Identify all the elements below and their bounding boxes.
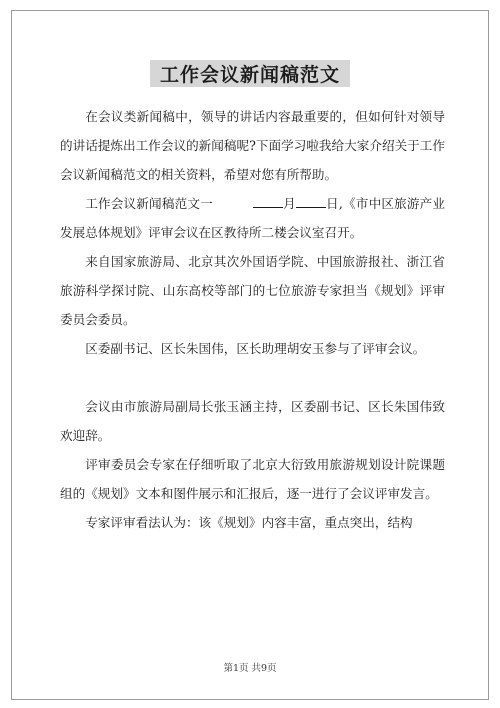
document-body [60,102,445,537]
paragraph-intro: 在会议类新闻稿中，领导的讲话内容最重要的，但如何针对领导的讲话提炼出工作会议的新闻稿呢?下面学习啦我给大家介绍关于工作会议新闻稿范文的相关资料，希望对您有所帮助。 [60,109,445,182]
paragraph-host: 会议由市旅游局副局长张玉涵主持，区委副书记、区长朱国伟致欢迎辞。 [60,399,445,443]
title-text: 工作会议新闻稿范文 [150,60,350,87]
paragraph-attendees: 区委副书记、区长朱国伟，区长助理胡安玉参与了评审会议。 [85,341,426,356]
paragraph-date-rest: 《市中区旅游产业发展总体规划》评审会议在区教待所二楼会议室召开。 [60,196,446,240]
paragraph-date-lead: 工作会议新闻稿范文一 [85,196,213,211]
paragraph-date [60,189,445,247]
paragraph-review: 评审委员会专家在仔细听取了北京大衍致用旅游规划设计院课题组的《规划》文本和图件展示和汇报后，逐一进行了会议评审发言。 [60,457,445,501]
document-title [0,60,500,87]
month-blank [253,195,283,208]
paragraph-experts: 来自国家旅游局、北京其次外国语学院、中国旅游报社、浙江省旅游科学探讨院、山东高校等部门的七位旅游专家担当《规划》评审委员会委员。 [60,254,445,327]
paragraph-opinion: 专家评审看法认为：该《规划》内容丰富，重点突出，结构 [85,515,413,530]
page-footer: 第1页 共9页 [223,663,277,674]
day-blank [296,195,326,208]
blank-line [60,363,445,392]
day-label: 日, [325,196,343,211]
month-label: 月 [282,196,296,211]
